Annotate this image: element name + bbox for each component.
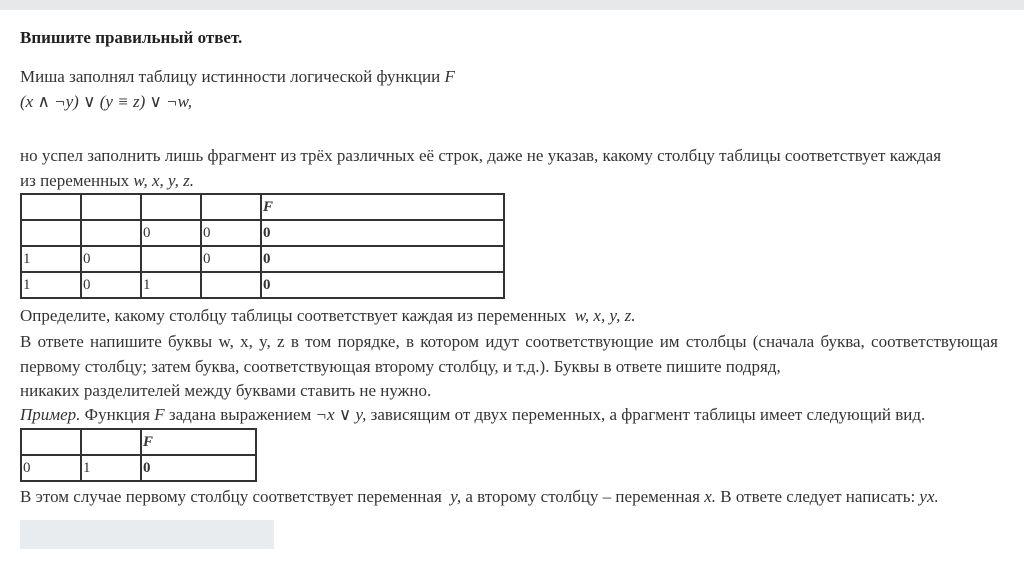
table-header-f: F bbox=[261, 194, 504, 220]
table-cell: 0 bbox=[81, 272, 141, 298]
top-bar bbox=[0, 0, 1024, 10]
table-row bbox=[21, 246, 504, 272]
task-heading: Впишите правильный ответ. bbox=[20, 28, 243, 47]
paragraph-line-2: из переменных w, x, y, z. bbox=[20, 171, 195, 190]
conclusion-line: В этом случае первому столбцу соответствует переменная y, а второму столбцу – переменная x. В ответе следует написать: yx. bbox=[20, 487, 939, 506]
table-cell: 1 bbox=[21, 272, 81, 298]
example-table bbox=[20, 428, 257, 482]
table-header-f: F bbox=[141, 429, 256, 455]
table-cell bbox=[21, 220, 81, 246]
table-cell: 0 bbox=[141, 455, 256, 481]
table-cell bbox=[201, 194, 261, 220]
table-cell: 0 bbox=[261, 220, 504, 246]
paragraph-line-1: но успел заполнить лишь фрагмент из трёх различных её строк, даже не указав, какому столбцу таблицы соответствует каждая bbox=[20, 146, 942, 165]
table-cell: 0 bbox=[81, 246, 141, 272]
table-row bbox=[21, 455, 256, 481]
determine-line: Определите, какому столбцу таблицы соответствует каждая из переменных w, x, y, z. bbox=[20, 306, 636, 325]
answer-input[interactable] bbox=[20, 520, 274, 549]
table-cell bbox=[81, 194, 141, 220]
table-cell bbox=[21, 194, 81, 220]
table-cell: 0 bbox=[201, 246, 261, 272]
table-row bbox=[21, 220, 504, 246]
table-row bbox=[21, 429, 256, 455]
truth-table bbox=[20, 193, 505, 299]
formula: (x ∧ ¬y) ∨ (y ≡ z) ∨ ¬w, bbox=[20, 92, 192, 111]
table-cell: 1 bbox=[21, 246, 81, 272]
table-cell bbox=[81, 220, 141, 246]
table-cell: 0 bbox=[261, 246, 504, 272]
intro-line: Миша заполнял таблицу истинности логической функции F bbox=[20, 67, 455, 86]
table-cell: 0 bbox=[141, 220, 201, 246]
table-cell: 0 bbox=[201, 220, 261, 246]
table-cell: 0 bbox=[21, 455, 81, 481]
table-cell bbox=[141, 246, 201, 272]
table-cell bbox=[81, 429, 141, 455]
table-cell bbox=[201, 272, 261, 298]
table-cell bbox=[21, 429, 81, 455]
table-cell: 0 bbox=[261, 272, 504, 298]
table-cell: 1 bbox=[81, 455, 141, 481]
instruction-paragraph: В ответе напишите буквы w, x, y, z в том порядке, в котором идут соответствующие им столбцы (сначала буква, соответствующая первому столбцу; затем буква, соответствующая второму столбцу, и т.д.). Буквы в ответе пишите подряд, никаких разделителей между буквами ставить не нужно. bbox=[20, 332, 998, 400]
table-cell bbox=[141, 194, 201, 220]
table-row bbox=[21, 194, 504, 220]
table-cell: 1 bbox=[141, 272, 201, 298]
example-line: Пример. Функция F задана выражением ¬x ∨ y, зависящим от двух переменных, а фрагмент таблицы имеет следующий вид. bbox=[20, 405, 926, 424]
table-row bbox=[21, 272, 504, 298]
